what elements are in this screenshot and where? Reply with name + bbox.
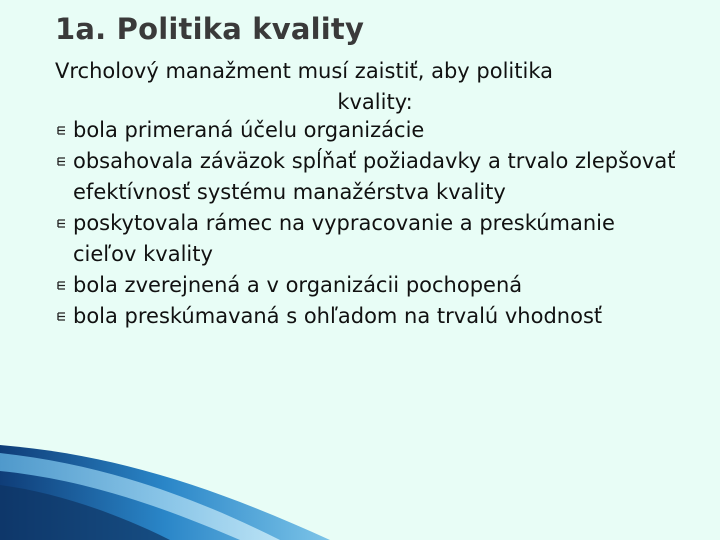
intro-line-2: kvality: (337, 90, 413, 114)
bracket-bullet-icon (57, 157, 66, 166)
bullet-item (55, 270, 685, 301)
bullet-item (55, 115, 685, 146)
bracket-bullet-icon (57, 281, 66, 290)
bracket-bullet-icon (57, 219, 66, 228)
bullet-text: poskytovala rámec na vypracovanie a preskúmanie cieľov kvality (73, 211, 615, 266)
bullet-item (55, 301, 685, 332)
bullet-text: bola zverejnená a v organizácii pochopená (73, 273, 523, 297)
slide-title: 1a. Politika kvality (55, 12, 365, 46)
bullet-item (55, 208, 685, 270)
bullet-text: bola preskúmavaná s ohľadom na trvalú vhodnosť (73, 304, 603, 328)
intro-text (55, 56, 695, 118)
intro-line-1: Vrcholový manažment musí zaistiť, aby politika (55, 59, 553, 83)
bullet-text: obsahovala záväzok spĺňať požiadavky a trvalo zlepšovať efektívnosť systému manažérstva kvality (73, 149, 676, 204)
bracket-bullet-icon (57, 126, 66, 135)
bracket-bullet-icon (57, 312, 66, 321)
decorative-swoosh (0, 445, 720, 540)
bullet-list (55, 115, 685, 332)
bullet-text: bola primeraná účelu organizácie (73, 118, 425, 142)
bullet-item (55, 146, 685, 208)
